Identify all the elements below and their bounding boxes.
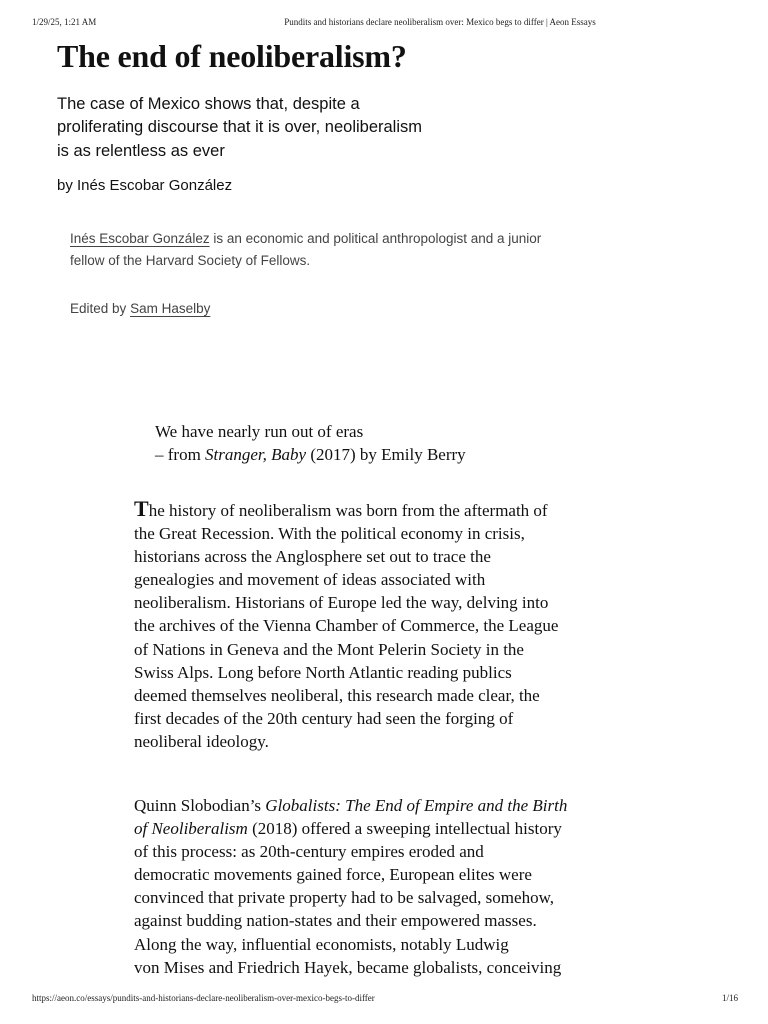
paragraph-line: convinced that private property had to be salvaged, somehow, bbox=[134, 888, 554, 908]
paragraph-line: against budding nation-states and their empowered masses. bbox=[134, 911, 537, 931]
epigraph-from-suffix: (2017) by Emily Berry bbox=[306, 445, 466, 465]
epigraph-line: We have nearly run out of eras bbox=[155, 422, 364, 441]
page-number: 1/16 bbox=[721, 993, 738, 1003]
author-bio-text: fellow of the Harvard Society of Fellows. bbox=[70, 252, 311, 268]
book-title: of Neoliberalism bbox=[134, 819, 248, 839]
paragraph-line: deemed themselves neoliberal, this research made clear, the bbox=[134, 685, 540, 705]
paragraph-line: the archives of the Vienna Chamber of Commerce, the League bbox=[134, 616, 559, 636]
epigraph-from-prefix: – from bbox=[155, 445, 206, 465]
paragraph-line: genealogies and movement of ideas associated with bbox=[134, 570, 486, 590]
book-title: Globalists: The End of Empire and the Birth bbox=[265, 796, 568, 815]
paragraph-line: historians across the Anglosphere set out to trace the bbox=[134, 547, 491, 567]
paragraph-line: democratic movements gained force, European elites were bbox=[134, 865, 532, 885]
byline: by Inés Escobar González bbox=[57, 177, 233, 194]
print-header bbox=[0, 17, 768, 31]
paragraph-line: first decades of the 20th century had seen the forging of bbox=[134, 708, 514, 728]
standfirst-line: The case of Mexico shows that, despite a bbox=[57, 95, 360, 113]
article-title: The end of neoliberalism? bbox=[57, 38, 407, 74]
standfirst-line: proliferating discourse that it is over, neoliberalism bbox=[57, 118, 423, 137]
epigraph-work-title: Stranger, Baby bbox=[205, 445, 307, 465]
paragraph-line: neoliberalism. Historians of Europe led the way, delving into bbox=[134, 593, 549, 613]
paragraph-line: of this process: as 20th-century empires eroded and bbox=[134, 842, 484, 862]
editor-credit bbox=[70, 298, 210, 319]
paragraph-line: (2018) offered a sweeping intellectual history bbox=[247, 819, 562, 839]
paragraph-line: Swiss Alps. Long before North Atlantic reading publics bbox=[134, 662, 512, 682]
print-date: 1/29/25, 1:21 AM bbox=[32, 17, 97, 27]
body-paragraph-2 bbox=[134, 794, 624, 979]
print-doc-title: Pundits and historians declare neoliberalism over: Mexico begs to differ | Aeon Essays bbox=[284, 17, 596, 27]
author-bio bbox=[70, 228, 610, 271]
paragraph-line: neoliberal ideology. bbox=[134, 731, 269, 751]
epigraph bbox=[155, 420, 466, 467]
author-bio-text: is an economic and political anthropologist and a junior bbox=[209, 231, 542, 246]
paragraph-line: von Mises and Friedrich Hayek, became globalists, conceiving bbox=[134, 957, 562, 977]
paragraph-line: Along the way, influential economists, notably Ludwig bbox=[134, 934, 509, 954]
paragraph-line: Quinn Slobodian’s bbox=[134, 796, 266, 815]
paragraph-line: he history of neoliberalism was born from the aftermath of bbox=[148, 501, 548, 520]
editor-link[interactable]: Sam Haselby bbox=[130, 301, 211, 316]
editor-prefix: Edited by bbox=[70, 301, 127, 316]
paragraph-line: the Great Recession. With the political economy in crisis, bbox=[134, 524, 525, 544]
print-footer bbox=[0, 993, 768, 1007]
article-standfirst bbox=[57, 93, 487, 163]
print-url: https://aeon.co/essays/pundits-and-historians-declare-neoliberalism-over-mexico-begs-to-differ bbox=[32, 993, 375, 1003]
author-link[interactable]: Inés Escobar González bbox=[70, 231, 210, 246]
body-paragraph-1 bbox=[134, 497, 624, 753]
drop-cap: T bbox=[134, 496, 149, 521]
standfirst-line: is as relentless as ever bbox=[57, 141, 225, 160]
paragraph-line: of Nations in Geneva and the Mont Pelerin Society in the bbox=[134, 639, 524, 659]
